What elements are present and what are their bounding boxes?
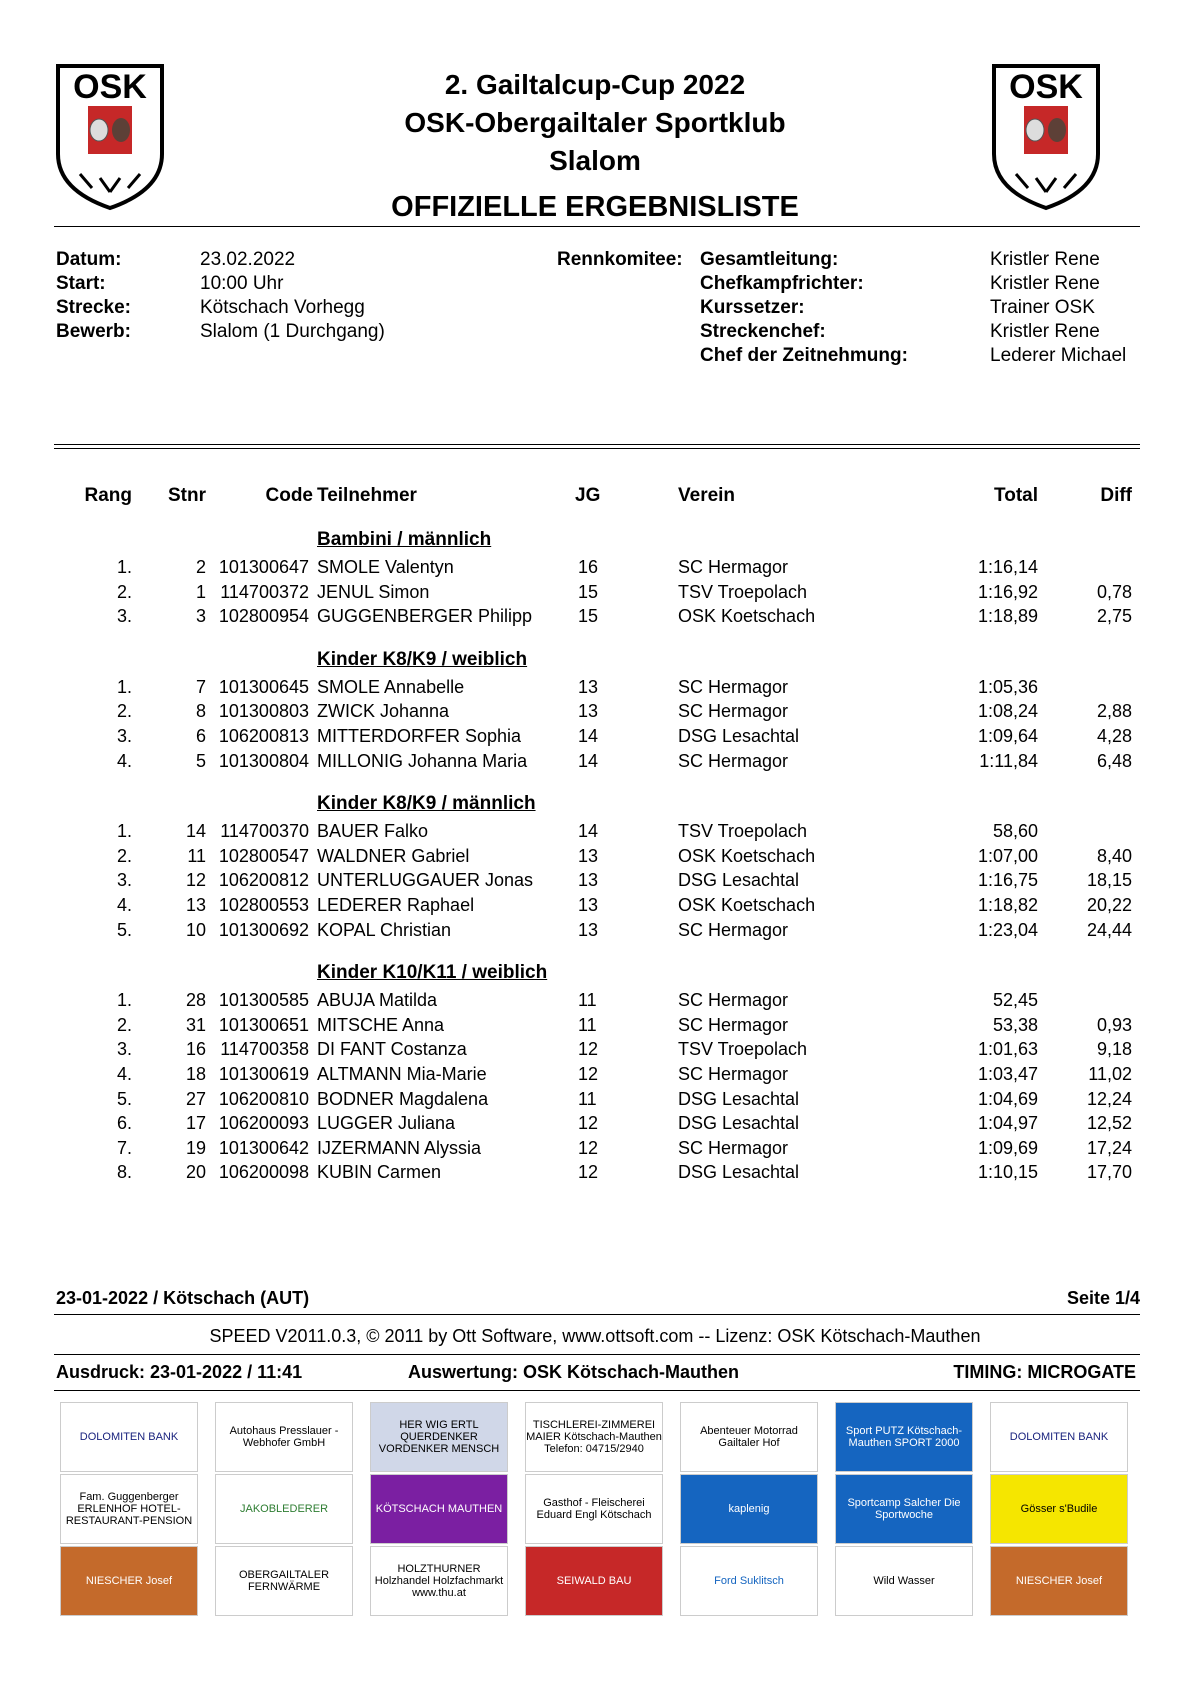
rang: 2.: [116, 845, 132, 866]
code: 101300804: [218, 750, 309, 771]
footer-date-place: 23-01-2022 / Kötschach (AUT): [56, 1288, 310, 1308]
sponsor-logo: TISCHLEREI-ZIMMEREI MAIER Kötschach-Mauthen Telefon: 04715/2940: [525, 1402, 663, 1472]
diff-time: 12,52: [1086, 1113, 1132, 1134]
stnr: 14: [185, 821, 206, 842]
stnr: 2: [195, 557, 206, 577]
code: 101300642: [218, 1137, 309, 1158]
committee-row: [700, 296, 1140, 320]
total-time: 1:01,63: [977, 1039, 1038, 1060]
verein: DSG Lesachtal: [678, 1113, 800, 1134]
code: 106200812: [218, 870, 309, 891]
stnr: 31: [185, 1014, 206, 1035]
rang: 1.: [116, 821, 132, 842]
verein: TSV Troepolach: [678, 1039, 808, 1060]
table-row: [0, 557, 1190, 582]
race-committee: [557, 248, 683, 272]
verein: SC Hermagor: [678, 1063, 789, 1084]
timing: TIMING: MICROGATE: [953, 1362, 1136, 1382]
table-row: [0, 1138, 1190, 1163]
athlete-name: UNTERLUGGAUER Jonas: [317, 870, 534, 891]
committee-role: Chef der Zeitnehmung:: [700, 345, 908, 366]
jahrgang: 12: [578, 1137, 599, 1158]
table-row: [0, 606, 1190, 631]
diff-time: 0,78: [1096, 581, 1132, 602]
code: 101300645: [218, 676, 309, 697]
stnr: 13: [185, 894, 206, 915]
stnr: 5: [195, 750, 206, 771]
jahrgang: 13: [578, 701, 599, 722]
jahrgang: 13: [578, 870, 599, 891]
official-results-title: OFFIZIELLE ERGEBNISLISTE: [391, 191, 799, 223]
committee-row: [700, 272, 1140, 296]
sponsor-logo: OBERGAILTALER FERNWÄRME: [215, 1546, 353, 1616]
verein: DSG Lesachtal: [678, 725, 800, 746]
code: 114700372: [220, 581, 309, 602]
jahrgang: 11: [578, 1014, 597, 1035]
table-row: [0, 1015, 1190, 1040]
athlete-name: WALDNER Gabriel: [317, 845, 470, 866]
committee-row: [700, 320, 1140, 344]
jahrgang: 12: [578, 1039, 599, 1060]
sponsor-logo: Wild Wasser: [835, 1546, 973, 1616]
stnr: 7: [195, 676, 206, 697]
start-value: 10:00 Uhr: [200, 273, 284, 294]
strecke-value: Kötschach Vorhegg: [200, 297, 365, 318]
category-heading: [0, 960, 1190, 990]
table-row: [0, 1162, 1190, 1187]
table-row: [0, 582, 1190, 607]
stnr: 20: [185, 1162, 206, 1183]
footer-divider-1: [54, 1314, 1140, 1315]
total-time: 1:09,69: [977, 1137, 1038, 1158]
diff-time: 11,02: [1088, 1063, 1132, 1084]
athlete-name: MITTERDORFER Sophia: [317, 725, 522, 746]
sponsor-logo: Sport PUTZ Kötschach-Mauthen SPORT 2000: [835, 1402, 973, 1472]
athlete-name: BAUER Falko: [317, 821, 429, 842]
athlete-name: ABUJA Matilda: [317, 990, 438, 1011]
committee-list: [700, 248, 1140, 368]
athlete-name: BODNER Magdalena: [317, 1088, 489, 1109]
total-time: 53,38: [992, 1014, 1038, 1035]
header-divider: [54, 226, 1140, 227]
diff-time: 18,15: [1086, 870, 1132, 891]
stnr: 16: [185, 1039, 206, 1060]
committee-person: Kristler Rene: [990, 249, 1100, 270]
total-time: 1:04,97: [977, 1113, 1038, 1134]
table-row: [0, 1089, 1190, 1114]
sponsor-logo: NIESCHER Josef: [990, 1546, 1128, 1616]
jahrgang: 16: [578, 557, 599, 577]
discipline-title: Slalom: [549, 145, 641, 176]
athlete-name: MITSCHE Anna: [317, 1014, 445, 1035]
sponsor-logo: DOLOMITEN BANK: [60, 1402, 198, 1472]
table-row: [0, 751, 1190, 776]
sponsor-logo: HER WIG ERTL QUERDENKER VORDENKER MENSCH: [370, 1402, 508, 1472]
page-number: Seite 1/4: [1066, 1288, 1140, 1308]
athlete-name: JENUL Simon: [317, 581, 430, 602]
results-body: [0, 527, 1190, 1187]
athlete-name: MILLONIG Johanna Maria: [317, 750, 528, 771]
rang: 2.: [116, 1014, 132, 1035]
rang: 4.: [116, 1063, 132, 1084]
rang: 4.: [116, 894, 132, 915]
stnr: 18: [185, 1063, 206, 1084]
jahrgang: 12: [578, 1162, 599, 1183]
code: 106200813: [218, 725, 309, 746]
jahrgang: 12: [578, 1113, 599, 1134]
total-time: 1:23,04: [977, 919, 1038, 940]
category-title: Kinder K8/K9 / weiblich: [317, 648, 528, 670]
sponsor-logo: Fam. Guggenberger ERLENHOF HOTEL-RESTAURANT-PENSION: [60, 1474, 198, 1544]
verein: OSK Koetschach: [678, 894, 816, 915]
committee-role: Chefkampfrichter:: [700, 273, 864, 294]
verein: SC Hermagor: [678, 990, 789, 1011]
athlete-name: ALTMANN Mia-Marie: [317, 1063, 487, 1084]
athlete-name: IJZERMANN Alyssia: [317, 1137, 482, 1158]
total-time: 58,60: [992, 821, 1038, 842]
rang: 4.: [116, 750, 132, 771]
verein: SC Hermagor: [678, 676, 789, 697]
code: 102800553: [218, 894, 309, 915]
table-row: [0, 990, 1190, 1015]
jahrgang: 13: [578, 919, 599, 940]
verein: SC Hermagor: [678, 1137, 789, 1158]
committee-role: Gesamtleitung:: [700, 249, 839, 270]
code: 106200098: [218, 1162, 309, 1183]
committee-person: Kristler Rene: [990, 321, 1100, 342]
total-time: 1:16,75: [977, 870, 1038, 891]
total-time: 1:04,69: [977, 1088, 1038, 1109]
athlete-name: LUGGER Juliana: [317, 1113, 456, 1134]
osk-logo-right: [990, 62, 1102, 212]
category-heading: [0, 527, 1190, 557]
sponsor-logo: kaplenig: [680, 1474, 818, 1544]
rang: 5.: [116, 919, 132, 940]
category-heading: [0, 791, 1190, 821]
sponsor-logo: HOLZTHURNER Holzhandel Holzfachmarkt www.thu.at: [370, 1546, 508, 1616]
header-titles: [200, 66, 990, 226]
rang: 6.: [116, 1113, 132, 1134]
committee-role: Kurssetzer:: [700, 297, 805, 318]
svg-text:OSK: OSK: [73, 68, 147, 106]
committee-person: Lederer Michael: [990, 345, 1127, 366]
code: 101300619: [218, 1063, 309, 1084]
code: 101300651: [218, 1014, 309, 1035]
rang: 3.: [116, 606, 132, 627]
athlete-name: SMOLE Annabelle: [317, 676, 465, 697]
code: 101300692: [218, 919, 309, 940]
software-line: SPEED V2011.0.3, © 2011 by Ott Software, www.ottsoft.com -- Lizenz: OSK Kötschach-Mauthen: [209, 1326, 981, 1346]
stnr: 6: [195, 725, 206, 746]
table-row: [0, 895, 1190, 920]
table-row: [0, 701, 1190, 726]
sponsor-logo: SEIWALD BAU: [525, 1546, 663, 1616]
rang: 1.: [116, 557, 132, 577]
code: 102800954: [218, 606, 309, 627]
club-title: OSK-Obergailtaler Sportklub: [404, 107, 786, 138]
jahrgang: 14: [578, 750, 599, 771]
table-row: [0, 1113, 1190, 1138]
table-top-divider: [54, 444, 1140, 449]
sponsor-logo: Autohaus Presslauer - Webhofer GmbH: [215, 1402, 353, 1472]
code: 101300803: [218, 701, 309, 722]
verein: SC Hermagor: [678, 750, 789, 771]
stnr: 28: [185, 990, 206, 1011]
committee-row: [700, 248, 1140, 272]
verein: DSG Lesachtal: [678, 1162, 800, 1183]
sponsor-logo: DOLOMITEN BANK: [990, 1402, 1128, 1472]
rang: 7.: [116, 1137, 132, 1158]
verein: OSK Koetschach: [678, 606, 816, 627]
category-heading: [0, 647, 1190, 677]
diff-time: 2,88: [1096, 701, 1132, 722]
code: 106200810: [218, 1088, 309, 1109]
table-row: [0, 726, 1190, 751]
jahrgang: 15: [578, 606, 599, 627]
category-title: Kinder K8/K9 / männlich: [317, 793, 536, 815]
total-time: 1:10,15: [977, 1162, 1038, 1183]
auswertung: Auswertung: OSK Kötschach-Mauthen: [408, 1362, 740, 1382]
sponsor-logo: Abenteuer Motorrad Gailtaler Hof: [680, 1402, 818, 1472]
total-time: 1:03,47: [977, 1063, 1038, 1084]
sponsor-logo: JAKOBLEDERER: [215, 1474, 353, 1544]
verein: OSK Koetschach: [678, 845, 816, 866]
diff-time: 6,48: [1096, 750, 1132, 771]
code: 102800547: [218, 845, 309, 866]
athlete-name: KUBIN Carmen: [317, 1162, 442, 1183]
category-title: Kinder K10/K11 / weiblich: [317, 962, 548, 984]
code: 101300585: [218, 990, 309, 1011]
stnr: 27: [185, 1088, 206, 1109]
event-title: 2. Gailtalcup-Cup 2022: [444, 69, 746, 100]
rang: 3.: [116, 1039, 132, 1060]
diff-time: 9,18: [1096, 1039, 1132, 1060]
category-title: Bambini / männlich: [317, 529, 492, 550]
total-time: 1:16,92: [977, 581, 1038, 602]
jahrgang: 11: [578, 990, 597, 1011]
total-time: 1:07,00: [977, 845, 1038, 866]
total-time: 1:11,84: [979, 750, 1038, 771]
rang: 2.: [116, 581, 132, 602]
sponsor-logo: Sportcamp Salcher Die Sportwoche: [835, 1474, 973, 1544]
diff-time: 4,28: [1096, 725, 1132, 746]
rang: 5.: [116, 1088, 132, 1109]
sponsor-logo: Gasthof - Fleischerei Eduard Engl Kötschach: [525, 1474, 663, 1544]
diff-time: 0,93: [1096, 1014, 1132, 1035]
verein: DSG Lesachtal: [678, 1088, 800, 1109]
rang: 2.: [116, 701, 132, 722]
jahrgang: 12: [578, 1063, 599, 1084]
race-info: Datum: 23.02.2022 Start: 10:00 Uhr Strecke: Kötschach Vorhegg Bewerb: Slalom (1 Durchgang): [56, 249, 385, 342]
total-time: 1:09,64: [977, 725, 1038, 746]
jahrgang: 15: [578, 581, 599, 602]
verein: SC Hermagor: [678, 701, 789, 722]
jahrgang: 13: [578, 894, 599, 915]
stnr: 17: [185, 1113, 206, 1134]
total-time: 1:18,82: [977, 894, 1038, 915]
jahrgang: 11: [578, 1088, 597, 1109]
results-header: Rang Stnr Code Teilnehmer JG Verein Total Diff: [84, 485, 1132, 506]
verein: TSV Troepolach: [678, 581, 808, 602]
jahrgang: 14: [578, 821, 599, 842]
stnr: 12: [185, 870, 206, 891]
total-time: 1:16,14: [977, 557, 1038, 577]
osk-logo-left: [54, 62, 166, 212]
verein: TSV Troepolach: [678, 821, 808, 842]
athlete-name: GUGGENBERGER Philipp: [317, 606, 533, 627]
rennkomitee-label: Rennkomitee:: [557, 249, 683, 270]
diff-time: 2,75: [1096, 606, 1132, 627]
diff-time: 20,22: [1086, 894, 1132, 915]
committee-person: Kristler Rene: [990, 273, 1100, 294]
table-row: [0, 677, 1190, 702]
table-row: [0, 821, 1190, 846]
total-time: 1:18,89: [977, 606, 1038, 627]
stnr: 3: [195, 606, 206, 627]
athlete-name: SMOLE Valentyn: [317, 557, 454, 577]
committee-person: Trainer OSK: [990, 297, 1095, 318]
stnr: 8: [195, 701, 206, 722]
stnr: 10: [185, 919, 206, 940]
rang: 1.: [116, 990, 132, 1011]
diff-time: 12,24: [1086, 1088, 1132, 1109]
jahrgang: 13: [578, 845, 599, 866]
datum-value: 23.02.2022: [200, 249, 296, 270]
code: 114700358: [220, 1039, 309, 1060]
code: 114700370: [220, 821, 309, 842]
verein: SC Hermagor: [678, 557, 789, 577]
stnr: 11: [187, 845, 206, 866]
athlete-name: LEDERER Raphael: [317, 894, 475, 915]
rang: 3.: [116, 870, 132, 891]
athlete-name: KOPAL Christian: [317, 919, 452, 940]
stnr: 19: [185, 1137, 206, 1158]
diff-time: 24,44: [1086, 919, 1132, 940]
bewerb-value: Slalom (1 Durchgang): [200, 321, 385, 342]
sponsor-logo: NIESCHER Josef: [60, 1546, 198, 1616]
rang: 8.: [116, 1162, 132, 1183]
table-row: [0, 846, 1190, 871]
table-row: [0, 870, 1190, 895]
diff-time: 8,40: [1096, 845, 1132, 866]
total-time: 1:08,24: [977, 701, 1038, 722]
code: 106200093: [218, 1113, 309, 1134]
total-time: 1:05,36: [977, 676, 1038, 697]
stnr: 1: [195, 581, 206, 602]
athlete-name: DI FANT Costanza: [317, 1039, 467, 1060]
ausdruck: Ausdruck: 23-01-2022 / 11:41: [56, 1362, 303, 1382]
sponsor-logo: Ford Suklitsch: [680, 1546, 818, 1616]
svg-text:OSK: OSK: [1009, 68, 1083, 106]
sponsor-logo: KÖTSCHACH MAUTHEN: [370, 1474, 508, 1544]
code: 101300647: [218, 557, 309, 577]
committee-role: Streckenchef:: [700, 321, 826, 342]
table-row: [0, 1064, 1190, 1089]
athlete-name: ZWICK Johanna: [317, 701, 450, 722]
jahrgang: 14: [578, 725, 599, 746]
total-time: 52,45: [992, 990, 1038, 1011]
footer-divider-3: [54, 1390, 1140, 1391]
footer-divider-2: [54, 1354, 1140, 1355]
jahrgang: 13: [578, 676, 599, 697]
table-row: [0, 920, 1190, 945]
verein: SC Hermagor: [678, 1014, 789, 1035]
verein: SC Hermagor: [678, 919, 789, 940]
sponsor-logo: Gösser s'Budile: [990, 1474, 1128, 1544]
rang: 1.: [116, 676, 132, 697]
verein: DSG Lesachtal: [678, 870, 800, 891]
diff-time: 17,24: [1086, 1137, 1132, 1158]
diff-time: 17,70: [1086, 1162, 1132, 1183]
rang: 3.: [116, 725, 132, 746]
table-row: [0, 1039, 1190, 1064]
committee-row: [700, 344, 1140, 368]
